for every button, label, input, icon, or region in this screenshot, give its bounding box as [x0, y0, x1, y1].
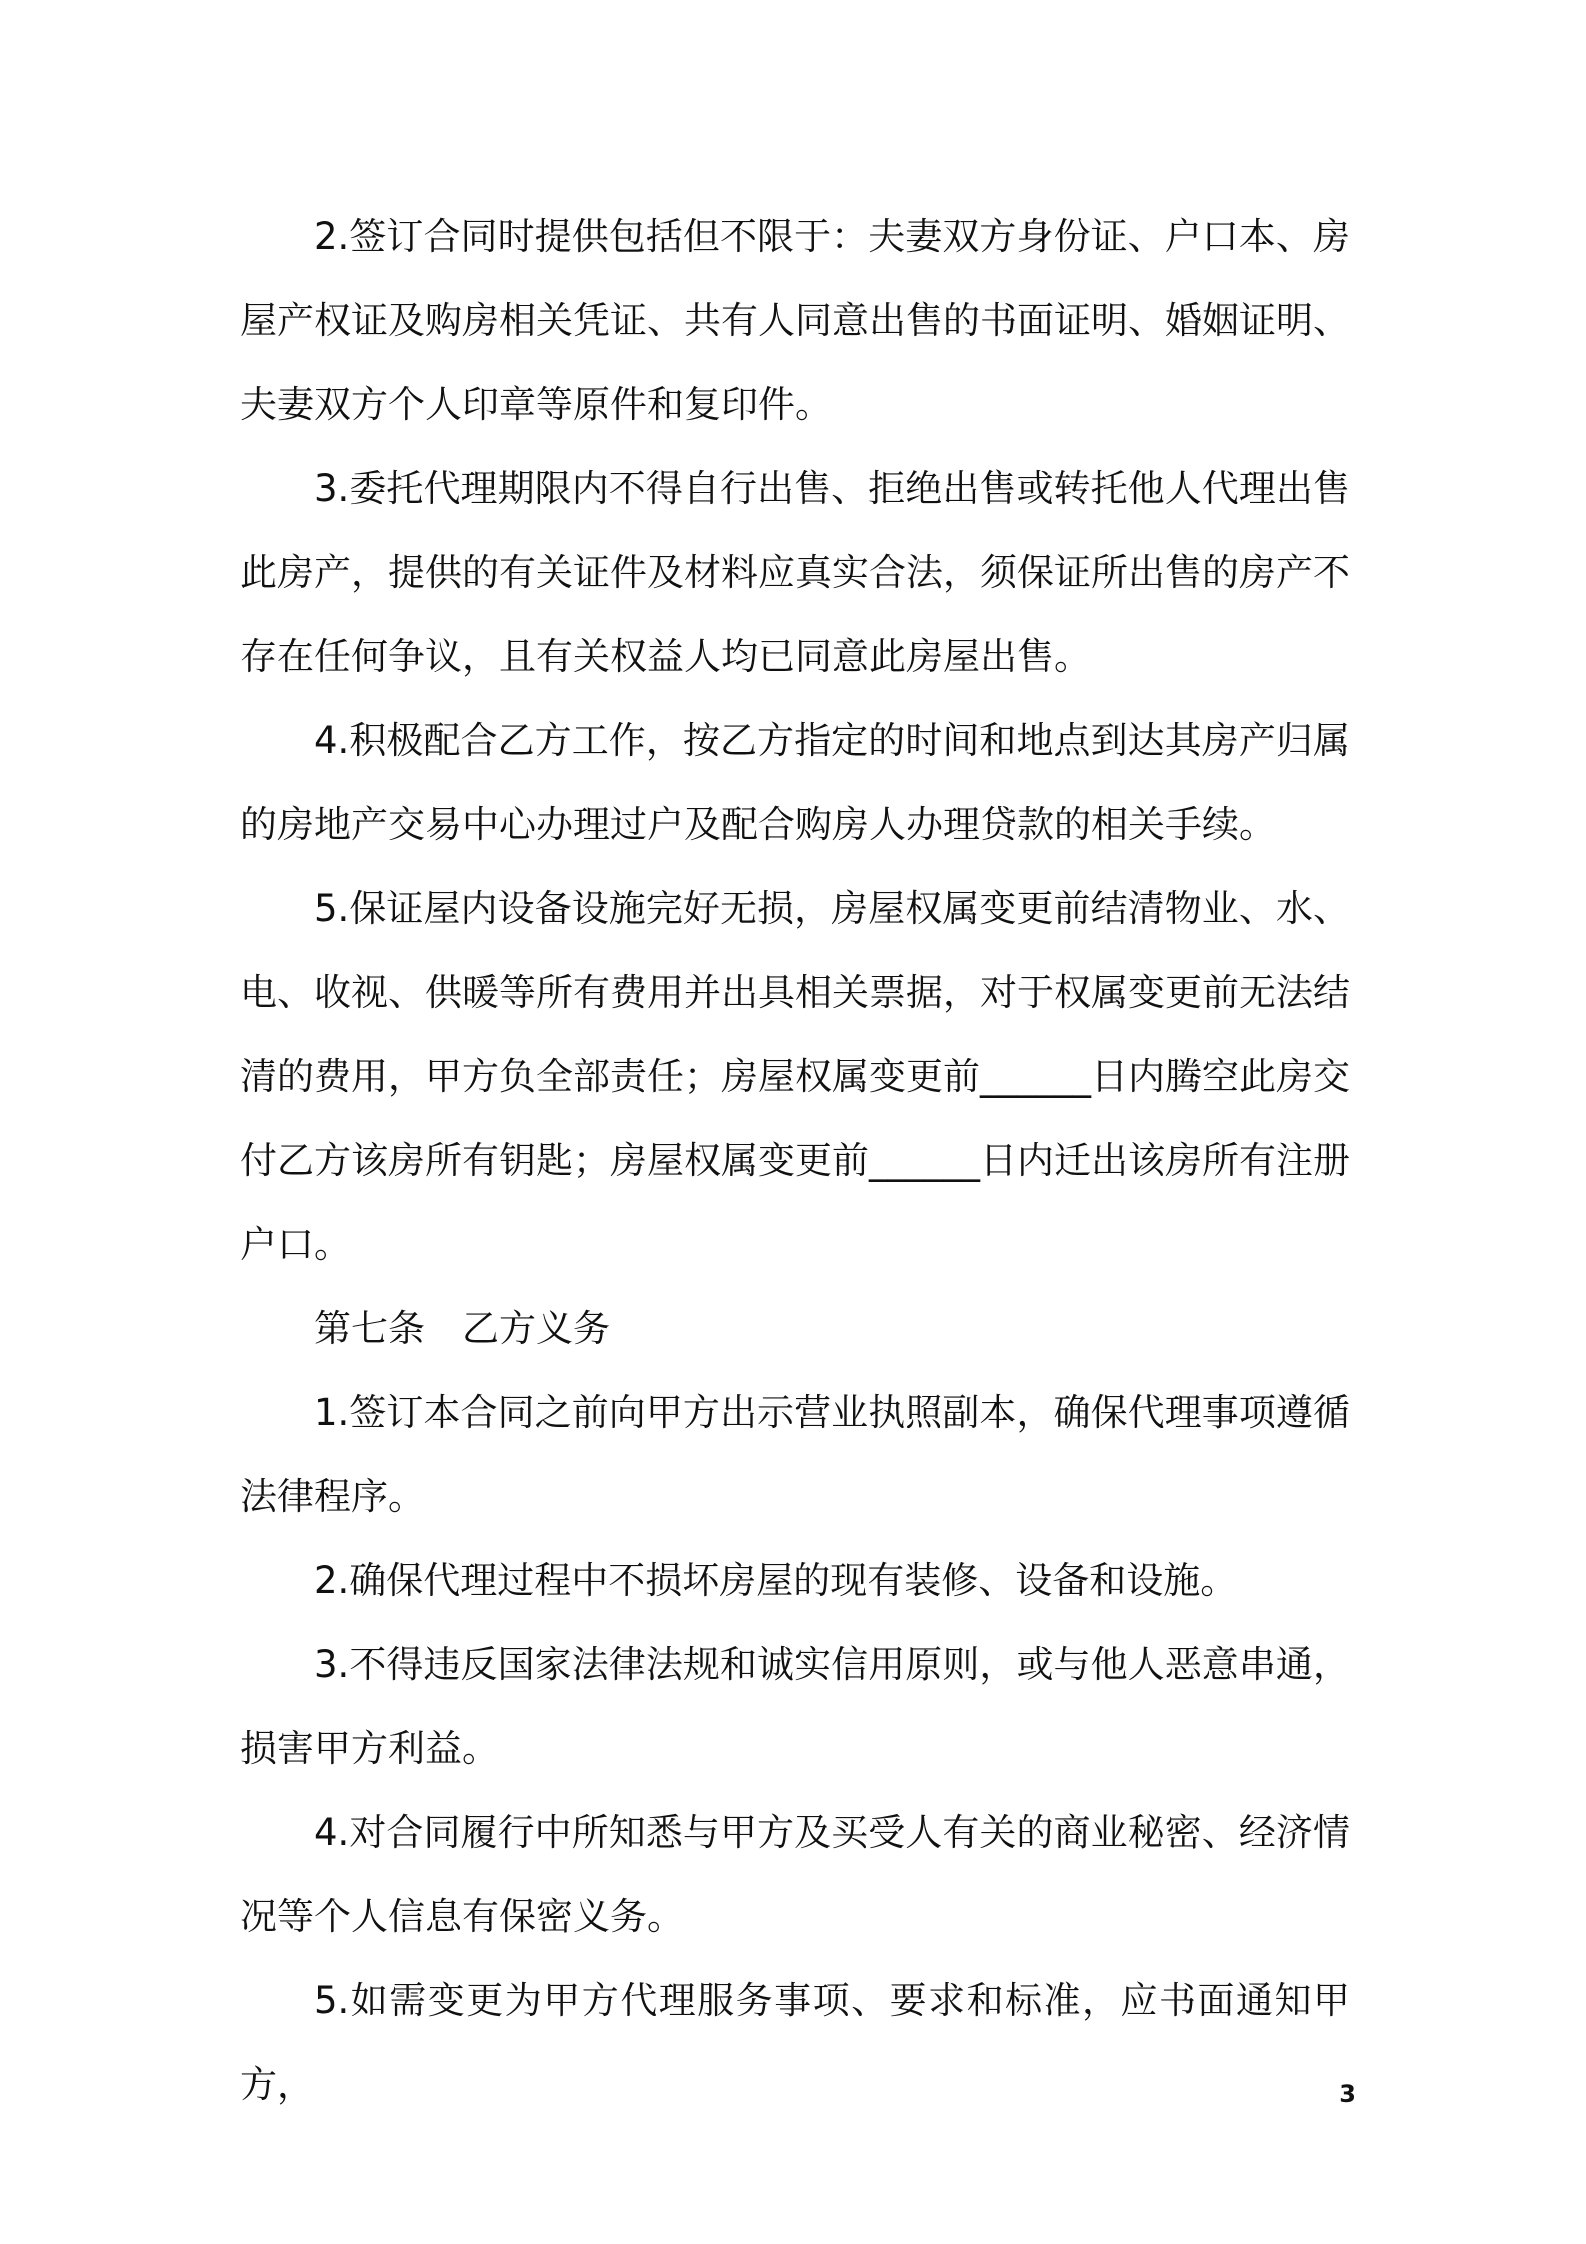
paragraph-business-license: 1.签订本合同之前向甲方出示营业执照副本，确保代理事项遵循法律程序。: [240, 1391, 1350, 1518]
document-body: [240, 195, 1350, 2127]
paragraph-confidentiality: 4.对合同履行中所知悉与甲方及买受人有关的商业秘密、经济情况等个人信息有保密义务。: [240, 1811, 1350, 1938]
paragraph-agency-period: 3.委托代理期限内不得自行出售、拒绝出售或转托他人代理出售此房产，提供的有关证件及材料应真实合法，须保证所出售的房产不存在任何争议，且有关权益人均已同意此房屋出售。: [240, 467, 1350, 678]
paragraph-facilities-fees: 5.保证屋内设备设施完好无损，房屋权属变更前结清物业、水、电、收视、供暖等所有费用并出具相关票据，对于权属变更前无法结清的费用，甲方负全部责任；房屋权属变更前______日内腾空此房交付乙方该房所有钥匙；房屋权属变更前______日内迁出该房所有注册户口。: [240, 887, 1350, 1266]
paragraph-lawful-conduct: 3.不得违反国家法律法规和诚实信用原则，或与他人恶意串通，损害甲方利益。: [240, 1643, 1350, 1770]
paragraph-seller-documents: 2.签订合同时提供包括但不限于：夫妻双方身份证、户口本、房屋产权证及购房相关凭证、共有人同意出售的书面证明、婚姻证明、夫妻双方个人印章等原件和复印件。: [240, 215, 1350, 426]
paragraph-no-damage: 2.确保代理过程中不损坏房屋的现有装修、设备和设施。: [314, 1559, 1238, 1602]
paragraph-change-notice: 5.如需变更为甲方代理服务事项、要求和标准，应书面通知甲方，: [240, 1979, 1350, 2106]
page-number: 3: [1339, 2080, 1356, 2108]
section-heading-article-7: 第七条 乙方义务: [314, 1307, 610, 1350]
paragraph-cooperation: 4.积极配合乙方工作，按乙方指定的时间和地点到达其房产归属的房地产交易中心办理过户及配合购房人办理贷款的相关手续。: [240, 719, 1350, 846]
